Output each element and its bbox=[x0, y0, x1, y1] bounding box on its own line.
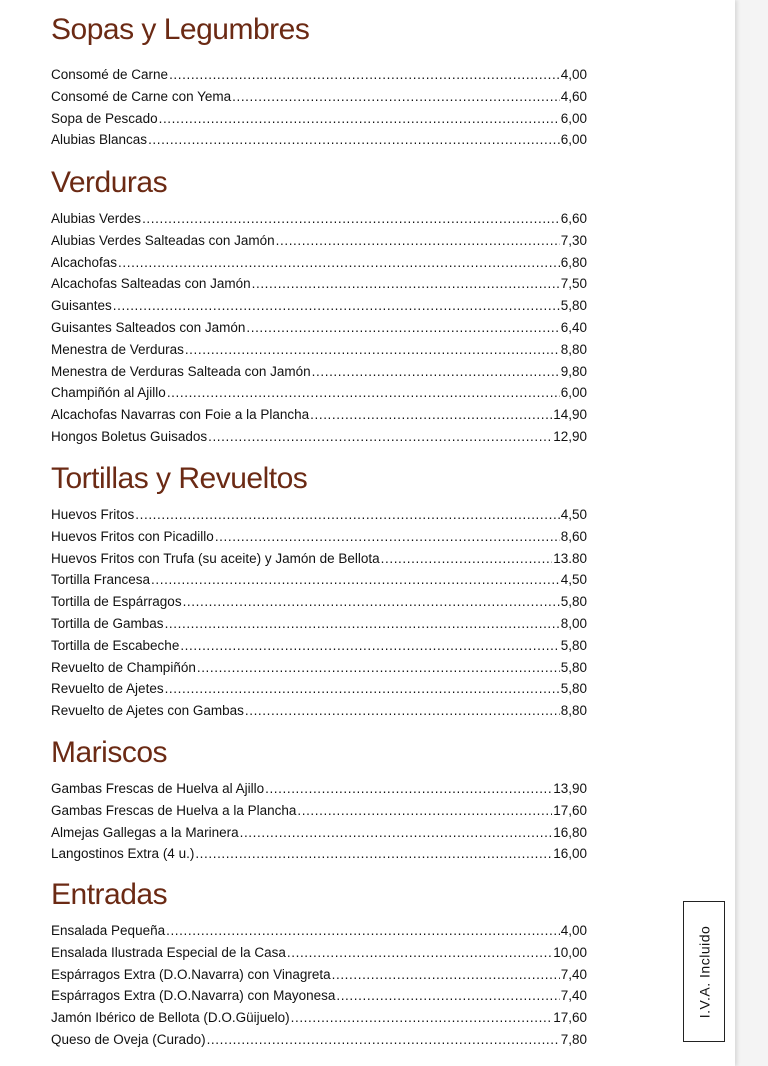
item-name: Almejas Gallegas a la Marinera bbox=[51, 824, 239, 840]
section-mariscos bbox=[51, 733, 587, 868]
menu-item bbox=[51, 846, 587, 868]
menu-item bbox=[51, 255, 587, 277]
menu-item bbox=[51, 211, 587, 233]
item-price: 17,60 bbox=[553, 802, 587, 818]
section-entradas bbox=[51, 875, 587, 1054]
dot-leader bbox=[148, 132, 560, 147]
menu-item bbox=[51, 429, 587, 451]
item-price: 4,00 bbox=[560, 67, 587, 82]
menu-item bbox=[51, 132, 587, 154]
item-name: Alcachofas Salteadas con Jamón bbox=[51, 276, 251, 292]
menu-item bbox=[51, 781, 587, 803]
item-price: 5,80 bbox=[560, 637, 587, 653]
item-price: 14,90 bbox=[553, 407, 587, 423]
menu-item bbox=[51, 298, 587, 320]
section-verduras bbox=[51, 163, 587, 451]
dot-leader bbox=[207, 1032, 560, 1047]
iva-included-box bbox=[683, 901, 725, 1042]
item-price: 13,90 bbox=[553, 781, 587, 796]
dot-leader bbox=[151, 572, 560, 587]
item-name: Consomé de Carne bbox=[51, 67, 169, 82]
dot-leader bbox=[142, 211, 560, 226]
dot-leader bbox=[183, 594, 560, 609]
item-price: 8,00 bbox=[560, 615, 587, 631]
menu-item bbox=[51, 276, 587, 298]
section-tortillas-y-revueltos bbox=[51, 459, 587, 725]
item-name: Menestra de Verduras bbox=[51, 341, 184, 357]
item-price: 4,60 bbox=[560, 88, 587, 104]
item-price: 8,60 bbox=[560, 528, 587, 544]
dot-leader bbox=[332, 967, 560, 982]
menu-item bbox=[51, 572, 587, 594]
dot-leader bbox=[336, 988, 559, 1003]
item-list bbox=[51, 923, 587, 1054]
menu-item bbox=[51, 551, 587, 573]
section-title: Tortillas y Revueltos bbox=[51, 462, 308, 495]
menu-item bbox=[51, 660, 587, 682]
item-name: Revuelto de Ajetes bbox=[51, 681, 164, 697]
item-price: 6,80 bbox=[560, 254, 587, 270]
item-name: Menestra de Verduras Salteada con Jamón bbox=[51, 363, 311, 379]
item-price: 5,80 bbox=[560, 681, 587, 697]
iva-included-label: I.V.A. Incluido bbox=[696, 925, 712, 1018]
item-price: 7,30 bbox=[560, 232, 587, 248]
item-price: 6,00 bbox=[560, 385, 587, 401]
item-price: 6,00 bbox=[560, 132, 587, 148]
item-name: Champiñón al Ajillo bbox=[51, 385, 166, 401]
item-name: Alubias Blancas bbox=[51, 132, 148, 148]
item-name: Tortilla Francesa bbox=[51, 572, 151, 588]
item-name: Queso de Oveja (Curado) bbox=[51, 1031, 206, 1047]
item-name: Huevos Fritos con Trufa (su aceite) y Jamón de Bellota bbox=[51, 550, 380, 566]
item-name: Espárragos Extra (D.O.Navarra) con Vinagreta bbox=[51, 966, 331, 982]
item-name: Alubias Verdes bbox=[51, 211, 142, 226]
dot-leader bbox=[276, 233, 560, 248]
item-name: Huevos Fritos con Picadillo bbox=[51, 528, 214, 544]
item-name: Revuelto de Champiñón bbox=[51, 659, 196, 675]
dot-leader bbox=[166, 923, 560, 938]
dot-leader bbox=[265, 781, 552, 796]
item-price: 6,60 bbox=[560, 211, 587, 226]
item-name: Alcachofas Navarras con Foie a la Plancha bbox=[51, 407, 310, 423]
item-name: Revuelto de Ajetes con Gambas bbox=[51, 703, 244, 719]
item-price: 6,00 bbox=[560, 110, 587, 126]
item-price: 6,40 bbox=[560, 319, 587, 335]
dot-leader bbox=[232, 89, 560, 104]
menu-item bbox=[51, 320, 587, 342]
menu-item bbox=[51, 233, 587, 255]
item-name: Tortilla de Espárragos bbox=[51, 594, 182, 610]
menu-item bbox=[51, 945, 587, 967]
item-price: 16,80 bbox=[553, 824, 587, 840]
menu-item bbox=[51, 407, 587, 429]
menu-item bbox=[51, 1010, 587, 1032]
dot-leader bbox=[215, 529, 560, 544]
dot-leader bbox=[185, 342, 560, 357]
section-title: Verduras bbox=[51, 166, 168, 199]
item-price: 9,80 bbox=[560, 363, 587, 379]
menu-item bbox=[51, 594, 587, 616]
dot-leader bbox=[135, 507, 559, 522]
item-name: Hongos Boletus Guisados bbox=[51, 428, 208, 444]
dot-leader bbox=[165, 681, 560, 696]
dot-leader bbox=[118, 255, 560, 270]
menu-item bbox=[51, 364, 587, 386]
dot-leader bbox=[169, 67, 560, 82]
item-price: 8,80 bbox=[560, 341, 587, 357]
dot-leader bbox=[287, 945, 552, 960]
item-name: Alubias Verdes Salteadas con Jamón bbox=[51, 232, 275, 248]
menu-item bbox=[51, 967, 587, 989]
item-price: 5,80 bbox=[560, 298, 587, 314]
item-price: 7,50 bbox=[560, 276, 587, 292]
dot-leader bbox=[165, 616, 560, 631]
menu-item bbox=[51, 507, 587, 529]
item-name: Ensalada Ilustrada Especial de la Casa bbox=[51, 944, 286, 960]
dot-leader bbox=[180, 638, 559, 653]
menu-item bbox=[51, 1032, 587, 1054]
dot-leader bbox=[113, 298, 560, 313]
item-price: 16,00 bbox=[553, 846, 587, 862]
menu-item bbox=[51, 67, 587, 89]
item-price: 4,00 bbox=[560, 923, 587, 938]
item-price: 4,50 bbox=[560, 507, 587, 522]
section-title: Entradas bbox=[51, 878, 168, 911]
item-name: Tortilla de Gambas bbox=[51, 615, 164, 631]
menu-item bbox=[51, 638, 587, 660]
item-name: Tortilla de Escabeche bbox=[51, 637, 180, 653]
item-name: Gambas Frescas de Huelva al Ajillo bbox=[51, 781, 265, 796]
item-name: Guisantes bbox=[51, 298, 112, 314]
dot-leader bbox=[195, 846, 552, 861]
dot-leader bbox=[208, 429, 552, 444]
section-title: Mariscos bbox=[51, 736, 168, 769]
item-name: Gambas Frescas de Huelva a la Plancha bbox=[51, 802, 297, 818]
item-list bbox=[51, 781, 587, 868]
item-price: 7,40 bbox=[560, 988, 587, 1004]
menu-item bbox=[51, 988, 587, 1010]
menu-item bbox=[51, 803, 587, 825]
item-price: 5,80 bbox=[560, 594, 587, 610]
dot-leader bbox=[381, 551, 553, 566]
menu-item bbox=[51, 681, 587, 703]
dot-leader bbox=[245, 703, 560, 718]
dot-leader bbox=[159, 111, 560, 126]
section-title: Sopas y Legumbres bbox=[51, 13, 310, 46]
item-price: 5,80 bbox=[560, 659, 587, 675]
item-price: 7,40 bbox=[560, 966, 587, 982]
menu-item bbox=[51, 111, 587, 133]
item-price: 17,60 bbox=[553, 1010, 587, 1026]
menu-item bbox=[51, 529, 587, 551]
item-name: Langostinos Extra (4 u.) bbox=[51, 846, 195, 862]
item-price: 12,90 bbox=[553, 428, 587, 444]
item-price: 10,00 bbox=[553, 944, 587, 960]
item-name: Jamón Ibérico de Bellota (D.O.Güijuelo) bbox=[51, 1010, 290, 1026]
menu-item bbox=[51, 825, 587, 847]
dot-leader bbox=[197, 660, 560, 675]
dot-leader bbox=[312, 364, 560, 379]
item-name: Huevos Fritos bbox=[51, 507, 135, 522]
item-list bbox=[51, 507, 587, 725]
item-name: Espárragos Extra (D.O.Navarra) con Mayonesa bbox=[51, 988, 336, 1004]
item-price: 8,80 bbox=[560, 703, 587, 719]
dot-leader bbox=[246, 320, 559, 335]
item-name: Sopa de Pescado bbox=[51, 110, 158, 126]
menu-item bbox=[51, 342, 587, 364]
dot-leader bbox=[240, 825, 553, 840]
item-name: Ensalada Pequeña bbox=[51, 923, 166, 938]
item-name: Alcachofas bbox=[51, 254, 118, 270]
item-price: 13.80 bbox=[553, 550, 587, 566]
menu-item bbox=[51, 89, 587, 111]
item-list bbox=[51, 67, 587, 154]
menu-item bbox=[51, 923, 587, 945]
dot-leader bbox=[310, 407, 552, 422]
dot-leader bbox=[167, 385, 560, 400]
dot-leader bbox=[291, 1010, 553, 1025]
item-list bbox=[51, 211, 587, 451]
menu-item bbox=[51, 616, 587, 638]
item-name: Consomé de Carne con Yema bbox=[51, 88, 232, 104]
dot-leader bbox=[252, 276, 560, 291]
menu-item bbox=[51, 703, 587, 725]
item-price: 4,50 bbox=[560, 572, 587, 588]
dot-leader bbox=[297, 803, 552, 818]
item-name: Guisantes Salteados con Jamón bbox=[51, 319, 246, 335]
item-price: 7,80 bbox=[560, 1031, 587, 1047]
section-sopas-y-legumbres bbox=[51, 10, 587, 154]
menu-item bbox=[51, 385, 587, 407]
